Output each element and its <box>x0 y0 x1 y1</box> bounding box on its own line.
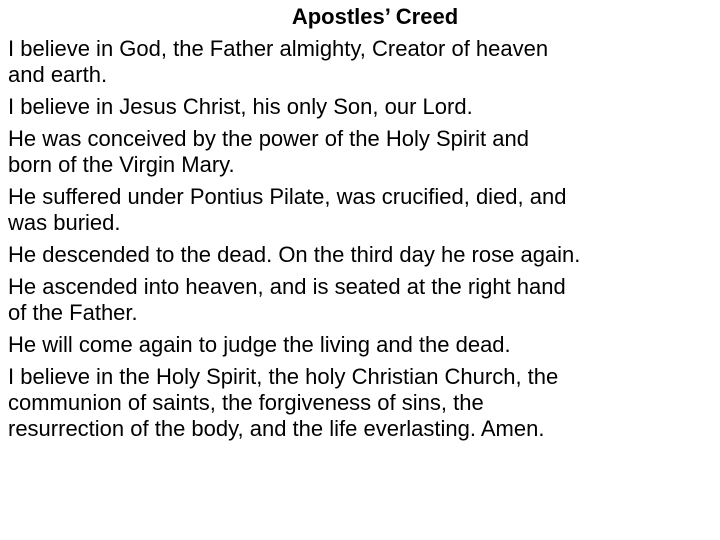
creed-paragraph-5 <box>8 242 714 268</box>
creed-line: I believe in the Holy Spirit, the holy Christian Church, the <box>8 364 559 389</box>
creed-paragraph-2 <box>8 94 714 120</box>
creed-line: was buried. <box>8 210 121 235</box>
creed-line: born of the Virgin Mary. <box>8 152 235 177</box>
creed-line: and earth. <box>8 62 108 87</box>
creed-paragraph-4 <box>8 184 714 236</box>
creed-line: I believe in Jesus Christ, his only Son, our Lord. <box>8 94 473 119</box>
creed-paragraph-3 <box>8 126 714 178</box>
creed-paragraph-7 <box>8 332 714 358</box>
creed-body <box>8 36 714 448</box>
creed-line: He suffered under Pontius Pilate, was crucified, died, and <box>8 184 567 209</box>
creed-line: He will come again to judge the living and the dead. <box>8 332 511 357</box>
creed-paragraph-6 <box>8 274 714 326</box>
creed-line: He was conceived by the power of the Holy Spirit and <box>8 126 529 151</box>
creed-line: I believe in God, the Father almighty, Creator of heaven <box>8 36 549 61</box>
creed-line: He ascended into heaven, and is seated at the right hand <box>8 274 566 299</box>
creed-line: resurrection of the body, and the life everlasting. Amen. <box>8 416 545 441</box>
page-title: Apostles’ Creed <box>291 4 459 29</box>
creed-line: He descended to the dead. On the third day he rose again. <box>8 242 581 267</box>
creed-line: communion of saints, the forgiveness of sins, the <box>8 390 484 415</box>
creed-paragraph-8 <box>8 364 714 442</box>
creed-paragraph-1 <box>8 36 714 88</box>
creed-line: of the Father. <box>8 300 138 325</box>
